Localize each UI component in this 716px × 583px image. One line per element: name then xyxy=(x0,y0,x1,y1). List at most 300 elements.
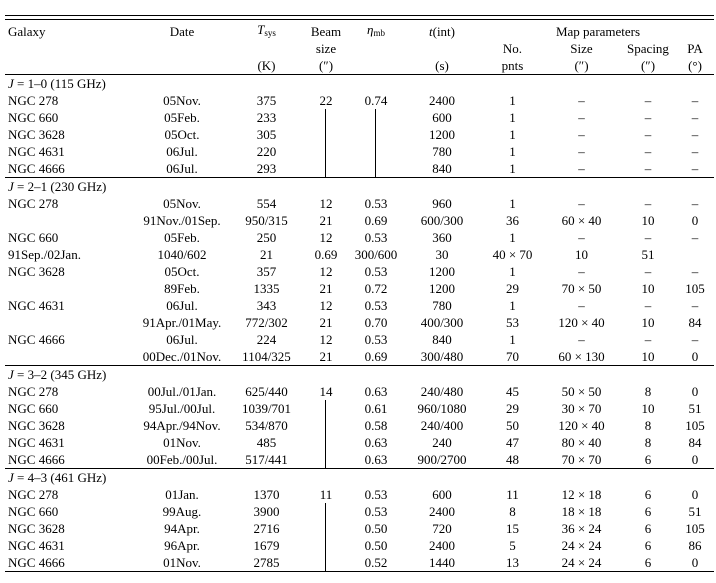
cell-t-int: 400/300 xyxy=(420,315,464,330)
cell-map-size: – xyxy=(578,110,585,125)
cell-no-pnts: 70 xyxy=(506,349,519,364)
cell-map-pa: – xyxy=(691,332,699,347)
header-spacer xyxy=(133,57,231,75)
cell-eta-mb: 0.53 xyxy=(364,196,388,211)
cell-map-spacing: 8 xyxy=(644,384,652,399)
table-row xyxy=(5,143,714,160)
cell-map-pa: 51 xyxy=(688,504,702,519)
col-header-galaxy: Galaxy xyxy=(8,24,46,39)
cell-beam-size xyxy=(302,503,350,520)
cell-galaxy: NGC 278 xyxy=(8,93,59,108)
cell-tsys: 2716 xyxy=(253,521,280,536)
cell-galaxy: NGC 660 xyxy=(8,230,59,245)
cell-tsys: 220 xyxy=(256,144,277,159)
cell-eta-mb: 300/600 xyxy=(354,247,398,262)
cell-map-pa: – xyxy=(691,161,699,176)
cell-no-pnts: 1 xyxy=(509,264,516,279)
cell-map-size: 36 × 24 xyxy=(561,521,602,536)
cell-date: 96Apr. xyxy=(164,538,200,553)
cell-t-int: 960/1080 xyxy=(417,401,467,416)
col-header-eta-mb xyxy=(350,21,402,40)
cell-tsys: 21 xyxy=(260,247,273,262)
col-header-date: Date xyxy=(169,24,195,39)
header-spacer xyxy=(133,40,231,57)
cell-map-pa: – xyxy=(691,298,699,313)
cell-beam-size xyxy=(302,520,350,537)
cell-no-pnts: 48 xyxy=(506,452,519,467)
cell-eta-mb: 0.63 xyxy=(364,384,388,399)
cell-date: 89Feb. xyxy=(164,281,200,296)
cell-tsys: 305 xyxy=(256,127,277,142)
table-row xyxy=(5,314,714,331)
cell-date: 00Feb./00Jul. xyxy=(146,452,218,467)
section-title-j-symbol: J xyxy=(8,179,14,194)
cell-map-pa: – xyxy=(691,110,699,125)
cell-tsys: 485 xyxy=(256,435,277,450)
cell-eta-mb xyxy=(350,109,402,126)
cell-map-spacing: 6 xyxy=(644,521,652,536)
cell-map-size: – xyxy=(578,161,585,176)
cell-map-pa: 84 xyxy=(688,315,702,330)
cell-eta-mb: 0.61 xyxy=(364,401,388,416)
cell-galaxy: NGC 4666 xyxy=(8,332,65,347)
cell-t-int: 1200 xyxy=(429,127,455,142)
cell-map-spacing: – xyxy=(644,332,652,347)
cell-tsys: 375 xyxy=(256,93,277,108)
cell-t-int: 240/480 xyxy=(420,384,464,399)
cell-eta-mb: 0.74 xyxy=(364,93,388,108)
cell-map-size: 18 × 18 xyxy=(561,504,602,519)
cell-map-pa: 0 xyxy=(691,349,699,364)
cell-no-pnts: 29 xyxy=(506,401,519,416)
cell-map-pa: 0 xyxy=(691,487,699,502)
cell-map-size: – xyxy=(578,144,585,159)
table-row xyxy=(5,92,714,109)
cell-map-pa: 105 xyxy=(685,281,705,296)
table-row xyxy=(5,212,714,229)
col-header-no: No. xyxy=(502,41,523,56)
cell-map-spacing: 51 xyxy=(641,247,655,262)
cell-beam-size xyxy=(302,434,350,451)
cell-eta-mb: 0.52 xyxy=(364,555,388,570)
cell-t-int: 840 xyxy=(432,332,452,347)
unit-tsys: (K) xyxy=(231,57,302,75)
table-row xyxy=(5,263,714,280)
cell-beam-size: 12 xyxy=(319,230,333,245)
section-title xyxy=(5,469,714,487)
cell-date: 94Apr./94Nov. xyxy=(143,418,221,433)
cell-no-pnts: 15 xyxy=(506,521,519,536)
table-row xyxy=(5,417,714,434)
cell-eta-mb xyxy=(350,160,402,178)
cell-no-pnts: 29 xyxy=(506,281,519,296)
cell-galaxy: NGC 4666 xyxy=(8,452,65,467)
cell-tsys: 625/440 xyxy=(245,384,288,399)
cell-date: 05Nov. xyxy=(163,93,201,108)
tsys-symbol: T xyxy=(257,22,265,37)
cell-map-pa: – xyxy=(691,144,699,159)
cell-date: 91Nov./01Sep. xyxy=(143,213,221,228)
unit-map-size: (″) xyxy=(543,57,620,75)
paper-table-page xyxy=(5,0,714,572)
cell-map-size: – xyxy=(578,332,585,347)
cell-no-pnts: 47 xyxy=(506,435,519,450)
cell-beam-size xyxy=(302,160,350,178)
cell-map-spacing: – xyxy=(644,196,652,211)
cell-map-pa: 0 xyxy=(691,555,699,570)
table-body xyxy=(5,75,714,572)
cell-eta-mb xyxy=(350,143,402,160)
cell-date: 05Oct. xyxy=(164,127,200,142)
cell-map-pa: – xyxy=(691,264,699,279)
cell-eta-mb: 0.50 xyxy=(364,521,388,536)
cell-date: 91Apr./01May. xyxy=(142,315,222,330)
cell-map-size: 50 × 50 xyxy=(561,384,602,399)
tint-symbol: t xyxy=(428,24,433,39)
cell-map-pa: 105 xyxy=(685,418,705,433)
cell-t-int: 600 xyxy=(432,110,452,125)
cell-date: 1040/602 xyxy=(157,247,207,262)
section-title-text: = 2–1 (230 GHz) xyxy=(13,179,107,194)
cell-map-size: 80 × 40 xyxy=(561,435,602,450)
cell-beam-size xyxy=(302,143,350,160)
section-header-row xyxy=(5,469,714,487)
cell-beam-size xyxy=(302,554,350,572)
cell-galaxy: NGC 4631 xyxy=(8,298,65,313)
cell-map-spacing: – xyxy=(644,93,652,108)
cell-t-int: 1200 xyxy=(429,281,455,296)
cell-map-spacing: – xyxy=(644,264,652,279)
cell-beam-size: 12 xyxy=(319,332,333,347)
col-header-tsys xyxy=(231,21,302,40)
cell-map-spacing: 10 xyxy=(641,315,655,330)
cell-beam-size xyxy=(302,537,350,554)
header-spacer xyxy=(231,40,302,57)
cell-no-pnts: 5 xyxy=(509,538,516,553)
cell-date: 06Jul. xyxy=(166,298,198,313)
cell-t-int: 2400 xyxy=(429,538,455,553)
cell-map-pa: – xyxy=(691,127,699,142)
cell-tsys: 224 xyxy=(256,332,277,347)
cell-map-spacing: 8 xyxy=(644,435,652,450)
cell-map-spacing: 6 xyxy=(644,452,652,467)
cell-date: 05Oct. xyxy=(164,264,200,279)
header-row-labels xyxy=(5,21,714,40)
cell-tsys: 3900 xyxy=(253,504,280,519)
cell-galaxy: NGC 3628 xyxy=(8,418,65,433)
cell-galaxy: NGC 4631 xyxy=(8,435,65,450)
cell-eta-mb: 0.53 xyxy=(364,332,388,347)
cell-galaxy xyxy=(5,212,133,229)
cell-t-int: 960 xyxy=(432,196,452,211)
col-header-map-pa: PA xyxy=(687,41,703,56)
table-top-rule xyxy=(5,15,714,20)
cell-eta-mb xyxy=(350,126,402,143)
table-row xyxy=(5,160,714,178)
table-row xyxy=(5,126,714,143)
cell-galaxy: NGC 4666 xyxy=(8,161,65,176)
cell-map-spacing: 6 xyxy=(644,504,652,519)
col-header-map-spacing: Spacing xyxy=(627,41,669,56)
section-title-j-symbol: J xyxy=(8,367,14,382)
col-header-t-int xyxy=(402,21,482,40)
cell-map-spacing: 6 xyxy=(644,555,652,570)
table-row xyxy=(5,486,714,503)
header-spacer xyxy=(5,57,133,75)
cell-map-size: 120 × 40 xyxy=(558,315,605,330)
cell-eta-mb: 0.53 xyxy=(364,487,388,502)
cell-map-size: 120 × 40 xyxy=(558,418,605,433)
header-spacer xyxy=(5,40,133,57)
cell-map-pa xyxy=(676,246,714,263)
table-row xyxy=(5,520,714,537)
cell-t-int: 600 xyxy=(432,487,452,502)
cell-no-pnts: 1 xyxy=(509,127,516,142)
table-row xyxy=(5,229,714,246)
cell-no-pnts: 1 xyxy=(509,332,516,347)
cell-no-pnts: 1 xyxy=(509,161,516,176)
cell-tsys: 343 xyxy=(256,298,277,313)
section-title xyxy=(5,178,714,196)
cell-eta-mb: 0.50 xyxy=(364,538,388,553)
section-header-row xyxy=(5,178,714,196)
cell-date: 06Jul. xyxy=(166,144,198,159)
cell-map-size: – xyxy=(578,230,585,245)
cell-tsys: 1104/325 xyxy=(242,349,291,364)
cell-beam-size xyxy=(302,451,350,469)
header-spacer xyxy=(350,40,402,57)
header-row-units xyxy=(5,57,714,75)
cell-map-pa: 84 xyxy=(688,435,702,450)
header-spacer xyxy=(350,57,402,75)
cell-tsys: 250 xyxy=(256,230,277,245)
cell-galaxy: NGC 278 xyxy=(8,487,59,502)
cell-map-size: 60 × 40 xyxy=(561,213,602,228)
section-title-j-symbol: J xyxy=(8,76,14,91)
cell-galaxy: NGC 4631 xyxy=(8,144,65,159)
cell-map-pa: – xyxy=(691,196,699,211)
cell-date: 05Feb. xyxy=(164,110,200,125)
table-row xyxy=(5,246,714,263)
cell-beam-size: 21 xyxy=(319,349,333,364)
cell-no-pnts: 13 xyxy=(506,555,519,570)
cell-galaxy xyxy=(5,348,133,366)
cell-map-size: 24 × 24 xyxy=(561,555,602,570)
cell-galaxy: NGC 4666 xyxy=(8,555,65,570)
col-header-pnts: pnts xyxy=(482,57,543,75)
cell-eta-mb: 0.70 xyxy=(364,315,388,330)
cell-map-spacing: 10 xyxy=(641,401,655,416)
section-title-text: = 1–0 (115 GHz) xyxy=(13,76,106,91)
cell-t-int: 600/300 xyxy=(420,213,464,228)
cell-map-pa: 0 xyxy=(691,452,699,467)
table-row xyxy=(5,503,714,520)
cell-no-pnts: 1 xyxy=(509,93,516,108)
cell-beam-size: 0.69 xyxy=(314,247,338,262)
cell-map-size: 70 × 70 xyxy=(561,452,602,467)
cell-t-int: 240 xyxy=(432,435,452,450)
cell-map-spacing: – xyxy=(644,161,652,176)
cell-no-pnts: 45 xyxy=(506,384,519,399)
cell-beam-size: 21 xyxy=(319,213,333,228)
unit-map-spacing: (″) xyxy=(620,57,676,75)
section-title-text: = 4–3 (461 GHz) xyxy=(13,470,107,485)
cell-map-pa: – xyxy=(691,230,699,245)
cell-map-spacing: 6 xyxy=(644,538,652,553)
cell-t-int: 1440 xyxy=(429,555,455,570)
table-row xyxy=(5,331,714,348)
cell-tsys: 950/315 xyxy=(245,213,288,228)
table-row xyxy=(5,400,714,417)
header-row-sublabels xyxy=(5,40,714,57)
section-header-row xyxy=(5,366,714,384)
cell-map-spacing: – xyxy=(644,298,652,313)
cell-map-size: 70 × 50 xyxy=(561,281,602,296)
cell-map-size: – xyxy=(578,127,585,142)
col-header-beam-size: Beam xyxy=(310,24,342,39)
cell-beam-size: 12 xyxy=(319,298,333,313)
cell-beam-size xyxy=(302,109,350,126)
unit-map-pa: (°) xyxy=(676,57,714,75)
cell-map-spacing: – xyxy=(644,230,652,245)
cell-map-spacing: – xyxy=(644,144,652,159)
cell-galaxy: NGC 278 xyxy=(8,384,59,399)
cell-beam-size xyxy=(302,417,350,434)
cell-t-int: 2400 xyxy=(429,93,455,108)
cell-t-int: 240/400 xyxy=(420,418,464,433)
header-spacer xyxy=(402,40,482,57)
table-row xyxy=(5,195,714,212)
table-row xyxy=(5,451,714,469)
section-title xyxy=(5,75,714,93)
section-header-row xyxy=(5,75,714,93)
col-group-header-map-parameters: Map parameters xyxy=(555,24,641,39)
cell-t-int: 840 xyxy=(432,161,452,176)
cell-t-int: 900/2700 xyxy=(417,452,467,467)
cell-eta-mb: 0.53 xyxy=(364,504,388,519)
cell-map-spacing: 8 xyxy=(644,418,652,433)
cell-galaxy: NGC 4631 xyxy=(8,538,65,553)
tsys-subscript: sys xyxy=(264,28,276,38)
cell-galaxy: NGC 3628 xyxy=(8,521,65,536)
cell-beam-size xyxy=(302,400,350,417)
cell-map-size: 60 × 130 xyxy=(558,349,605,364)
cell-map-size: – xyxy=(578,298,585,313)
cell-tsys: 1335 xyxy=(253,281,280,296)
cell-map-spacing: 6 xyxy=(644,487,652,502)
cell-t-int: 780 xyxy=(432,144,452,159)
table-row xyxy=(5,297,714,314)
observations-table xyxy=(5,21,714,572)
cell-no-pnts: 53 xyxy=(506,315,519,330)
cell-no-pnts: 50 xyxy=(506,418,519,433)
cell-date: 06Jul. xyxy=(166,161,198,176)
cell-date: 00Jul./01Jan. xyxy=(147,384,217,399)
cell-eta-mb: 0.69 xyxy=(364,349,388,364)
cell-date: 99Aug. xyxy=(162,504,202,519)
cell-galaxy xyxy=(5,314,133,331)
cell-tsys: 554 xyxy=(256,196,277,211)
cell-tsys: 293 xyxy=(256,161,277,176)
cell-beam-size xyxy=(302,126,350,143)
cell-galaxy: NGC 3628 xyxy=(8,264,65,279)
cell-galaxy: NGC 660 xyxy=(8,110,59,125)
cell-map-size: – xyxy=(578,196,585,211)
cell-no-pnts: 1 xyxy=(509,196,516,211)
cell-map-size: – xyxy=(578,93,585,108)
eta-symbol: η xyxy=(367,22,374,37)
cell-tsys: 772/302 xyxy=(245,315,288,330)
cell-date: 05Feb. xyxy=(164,230,200,245)
cell-galaxy: NGC 660 xyxy=(8,401,59,416)
cell-map-pa: 105 xyxy=(685,521,705,536)
cell-tsys: 357 xyxy=(256,264,277,279)
cell-beam-size: 12 xyxy=(319,264,333,279)
cell-t-int: 1200 xyxy=(429,264,455,279)
eta-subscript: mb xyxy=(373,28,385,38)
table-row xyxy=(5,383,714,400)
cell-date: 94Apr. xyxy=(164,521,200,536)
cell-no-pnts: 40 × 70 xyxy=(492,247,533,262)
cell-galaxy: NGC 3628 xyxy=(8,127,65,142)
table-header xyxy=(5,21,714,75)
cell-tsys: 534/870 xyxy=(245,418,288,433)
cell-map-size: 10 xyxy=(575,247,588,262)
table-row xyxy=(5,348,714,366)
cell-map-size: 24 × 24 xyxy=(561,538,602,553)
cell-t-int: 360 xyxy=(432,230,452,245)
cell-tsys: 517/441 xyxy=(245,452,288,467)
cell-no-pnts: 1 xyxy=(509,144,516,159)
cell-map-spacing: 10 xyxy=(641,349,655,364)
cell-map-spacing: 10 xyxy=(641,281,655,296)
table-row xyxy=(5,434,714,451)
cell-t-int: 300/480 xyxy=(420,349,464,364)
cell-eta-mb: 0.53 xyxy=(364,230,388,245)
cell-date: 01Nov. xyxy=(163,555,201,570)
cell-map-size: – xyxy=(578,264,585,279)
cell-map-pa: 51 xyxy=(688,401,702,416)
tint-rest: (int) xyxy=(432,24,455,39)
section-title xyxy=(5,366,714,384)
cell-tsys: 1370 xyxy=(253,487,280,502)
cell-eta-mb: 0.58 xyxy=(364,418,388,433)
cell-map-spacing: 10 xyxy=(641,213,655,228)
cell-eta-mb: 0.53 xyxy=(364,264,388,279)
cell-beam-size: 21 xyxy=(319,281,333,296)
cell-eta-mb: 0.53 xyxy=(364,298,388,313)
cell-map-size: 30 × 70 xyxy=(561,401,602,416)
cell-no-pnts: 1 xyxy=(509,230,516,245)
cell-no-pnts: 11 xyxy=(506,487,519,502)
unit-t-int: (s) xyxy=(402,57,482,75)
table-row xyxy=(5,280,714,297)
table-row xyxy=(5,537,714,554)
cell-no-pnts: 1 xyxy=(509,298,516,313)
cell-date: 05Nov. xyxy=(163,196,201,211)
cell-galaxy: 91Sep./02Jan. xyxy=(8,247,81,262)
cell-date: 01Jan. xyxy=(165,487,199,502)
cell-map-spacing: – xyxy=(644,127,652,142)
cell-map-pa: 0 xyxy=(691,384,699,399)
cell-tsys: 1679 xyxy=(253,538,280,553)
cell-eta-mb: 0.69 xyxy=(364,213,388,228)
cell-eta-mb: 0.63 xyxy=(364,435,388,450)
cell-no-pnts: 8 xyxy=(509,504,516,519)
cell-beam-size: 22 xyxy=(319,93,333,108)
cell-date: 00Dec./01Nov. xyxy=(142,349,222,364)
table-row xyxy=(5,554,714,572)
